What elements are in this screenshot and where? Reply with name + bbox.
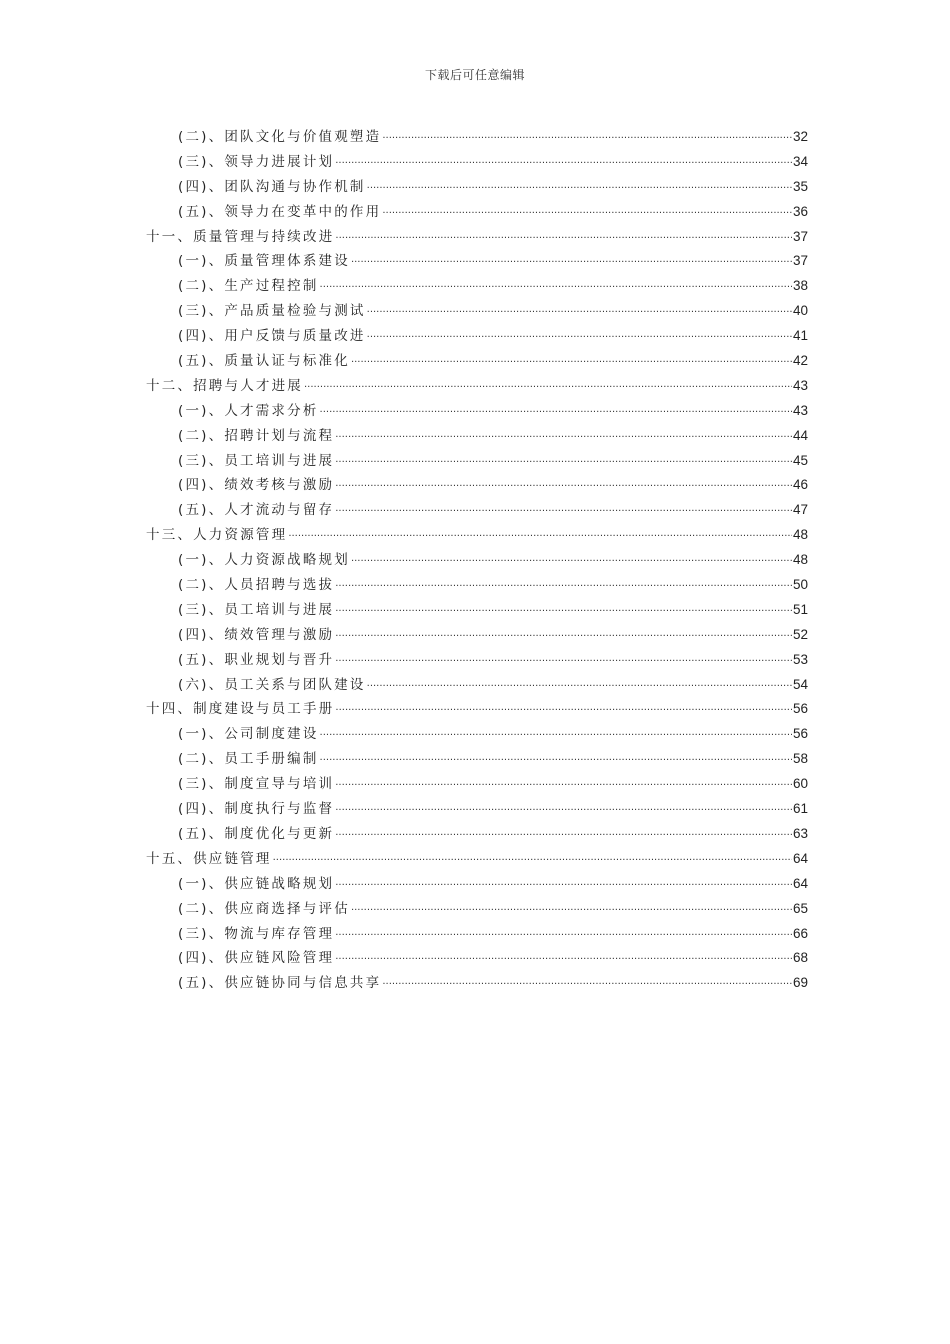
toc-entry-title: (五)、供应链协同与信息共享 [178, 975, 382, 992]
toc-section-entry[interactable] [146, 324, 808, 349]
toc-dot-leader [335, 945, 792, 970]
toc-dot-leader [288, 522, 792, 547]
toc-dot-leader [304, 373, 792, 398]
toc-section-entry[interactable] [146, 150, 808, 175]
toc-section-entry[interactable] [146, 274, 808, 299]
toc-dot-leader [335, 497, 792, 522]
toc-page-number: 68 [792, 950, 808, 966]
toc-entry-title: (四)、绩效管理与激励 [178, 626, 335, 643]
toc-page-number: 37 [792, 253, 808, 269]
toc-page-number: 64 [792, 850, 808, 866]
toc-chapter-entry[interactable] [146, 847, 808, 872]
toc-chapter-entry[interactable] [146, 225, 808, 250]
toc-section-entry[interactable] [146, 797, 808, 822]
toc-entry-title: (六)、员工关系与团队建设 [178, 676, 366, 693]
toc-page-number: 52 [792, 626, 808, 642]
toc-section-entry[interactable] [146, 648, 808, 673]
toc-entry-title: (二)、生产过程控制 [178, 278, 319, 295]
toc-dot-leader [335, 423, 792, 448]
toc-entry-title: (二)、团队文化与价值观塑造 [178, 129, 382, 145]
toc-section-entry[interactable] [146, 971, 808, 996]
toc-entry-title: (二)、人员招聘与选拔 [178, 577, 335, 594]
toc-section-entry[interactable] [146, 598, 808, 623]
toc-dot-leader [367, 323, 792, 348]
toc-dot-leader [320, 398, 792, 423]
toc-page-number: 63 [792, 825, 808, 841]
toc-section-entry[interactable] [146, 200, 808, 225]
toc-page-number: 46 [792, 477, 808, 493]
toc-section-entry[interactable] [146, 872, 808, 897]
toc-entry-title: (四)、用户反馈与质量改进 [178, 328, 366, 345]
toc-dot-leader [335, 472, 792, 497]
toc-section-entry[interactable] [146, 573, 808, 598]
toc-dot-leader [335, 796, 792, 821]
toc-page-number: 45 [792, 452, 808, 468]
toc-page-number: 69 [792, 975, 808, 991]
toc-dot-leader [351, 348, 792, 373]
toc-entry-title: (四)、团队沟通与协作机制 [178, 178, 366, 195]
toc-section-entry[interactable] [146, 424, 808, 449]
toc-dot-leader [382, 199, 792, 224]
toc-dot-leader [320, 721, 792, 746]
toc-dot-leader [335, 448, 792, 473]
toc-page-number: 37 [792, 228, 808, 244]
table-of-contents [146, 125, 808, 996]
toc-section-entry[interactable] [146, 175, 808, 200]
toc-page-number: 38 [792, 278, 808, 294]
toc-entry-title: (三)、物流与库存管理 [178, 925, 335, 942]
toc-entry-title: (三)、产品质量检验与测试 [178, 303, 366, 320]
toc-section-entry[interactable] [146, 897, 808, 922]
toc-dot-leader [335, 647, 792, 672]
toc-section-entry[interactable] [146, 673, 808, 698]
toc-entry-title: (四)、制度执行与监督 [178, 801, 335, 818]
toc-entry-title: (四)、绩效考核与激励 [178, 477, 335, 494]
toc-chapter-entry[interactable] [146, 697, 808, 722]
toc-entry-title: (二)、员工手册编制 [178, 751, 319, 768]
toc-entry-title: (一)、质量管理体系建设 [178, 253, 350, 270]
toc-section-entry[interactable] [146, 125, 808, 150]
toc-page-number: 35 [792, 178, 808, 194]
toc-section-entry[interactable] [146, 299, 808, 324]
toc-dot-leader [335, 821, 792, 846]
toc-dot-leader [320, 273, 792, 298]
toc-dot-leader [335, 696, 792, 721]
toc-page-number: 34 [792, 153, 808, 169]
toc-section-entry[interactable] [146, 922, 808, 947]
toc-entry-title: (二)、招聘计划与流程 [178, 427, 335, 444]
toc-entry-title: (五)、职业规划与晋升 [178, 651, 335, 668]
toc-section-entry[interactable] [146, 623, 808, 648]
toc-entry-title: (三)、领导力进展计划 [178, 153, 335, 170]
toc-dot-leader [335, 921, 792, 946]
toc-page-number: 32 [792, 129, 808, 144]
toc-section-entry[interactable] [146, 349, 808, 374]
toc-page-number: 48 [792, 527, 808, 543]
toc-page-number: 56 [792, 701, 808, 717]
toc-entry-title: (一)、人力资源战略规划 [178, 552, 350, 569]
toc-page-number: 48 [792, 552, 808, 568]
toc-dot-leader [335, 871, 792, 896]
toc-entry-title: (三)、员工培训与进展 [178, 601, 335, 618]
toc-page-number: 44 [792, 427, 808, 443]
toc-page-number: 43 [792, 402, 808, 418]
toc-entry-title: (五)、领导力在变革中的作用 [178, 203, 382, 220]
toc-page-number: 51 [792, 601, 808, 617]
toc-dot-leader [335, 597, 792, 622]
toc-entry-title: (一)、人才需求分析 [178, 402, 319, 419]
toc-section-entry[interactable] [146, 722, 808, 747]
toc-section-entry[interactable] [146, 249, 808, 274]
toc-dot-leader [367, 174, 792, 199]
toc-entry-title: (五)、质量认证与标准化 [178, 353, 350, 370]
toc-dot-leader [382, 970, 792, 995]
toc-page-number: 41 [792, 328, 808, 344]
toc-entry-title: (四)、供应链风险管理 [178, 950, 335, 967]
toc-entry-title: (一)、公司制度建设 [178, 726, 319, 743]
toc-dot-leader [335, 224, 792, 249]
toc-page-number: 43 [792, 377, 808, 393]
toc-dot-leader [335, 771, 792, 796]
toc-section-entry[interactable] [146, 747, 808, 772]
page-header: 下载后可任意编辑 [424, 68, 525, 82]
toc-dot-leader [367, 298, 792, 323]
toc-entry-title: (三)、员工培训与进展 [178, 452, 335, 469]
toc-page-number: 65 [792, 900, 808, 916]
toc-section-entry[interactable] [146, 449, 808, 474]
toc-entry-title: (二)、供应商选择与评估 [178, 900, 350, 917]
toc-section-entry[interactable] [146, 772, 808, 797]
toc-section-entry[interactable] [146, 498, 808, 523]
toc-chapter-entry[interactable] [146, 374, 808, 399]
toc-section-entry[interactable] [146, 548, 808, 573]
toc-entry-title: 十二、招聘与人才进展 [146, 377, 303, 394]
toc-dot-leader [335, 149, 792, 174]
toc-chapter-entry[interactable] [146, 523, 808, 548]
toc-entry-title: 十一、质量管理与持续改进 [146, 228, 335, 245]
toc-section-entry[interactable] [146, 473, 808, 498]
toc-dot-leader [367, 672, 792, 697]
toc-entry-title: 十五、供应链管理 [146, 850, 272, 867]
toc-page-number: 42 [792, 353, 808, 369]
toc-page-number: 56 [792, 726, 808, 742]
toc-entry-title: 十四、制度建设与员工手册 [146, 701, 335, 718]
toc-dot-leader [320, 746, 792, 771]
toc-dot-leader [273, 846, 792, 871]
toc-page-number: 40 [792, 303, 808, 319]
toc-dot-leader [335, 622, 792, 647]
toc-page-number: 50 [792, 577, 808, 593]
toc-page-number: 58 [792, 751, 808, 767]
toc-entry-title: (一)、供应链战略规划 [178, 875, 335, 892]
toc-dot-leader [382, 124, 792, 149]
toc-entry-title: (五)、制度优化与更新 [178, 825, 335, 842]
toc-page-number: 47 [792, 502, 808, 518]
toc-page-number: 61 [792, 801, 808, 817]
toc-page-number: 54 [792, 676, 808, 692]
toc-entry-title: 十三、人力资源管理 [146, 527, 288, 544]
toc-dot-leader [351, 248, 792, 273]
toc-dot-leader [351, 896, 792, 921]
toc-page-number: 64 [792, 875, 808, 891]
toc-section-entry[interactable] [146, 399, 808, 424]
toc-entry-title: (五)、人才流动与留存 [178, 502, 335, 519]
toc-page-number: 53 [792, 651, 808, 667]
toc-section-entry[interactable] [146, 946, 808, 971]
toc-page-number: 66 [792, 925, 808, 941]
toc-page-number: 36 [792, 203, 808, 219]
toc-section-entry[interactable] [146, 822, 808, 847]
toc-dot-leader [335, 572, 792, 597]
toc-page-number: 60 [792, 776, 808, 792]
toc-entry-title: (三)、制度宣导与培训 [178, 776, 335, 793]
toc-dot-leader [351, 547, 792, 572]
